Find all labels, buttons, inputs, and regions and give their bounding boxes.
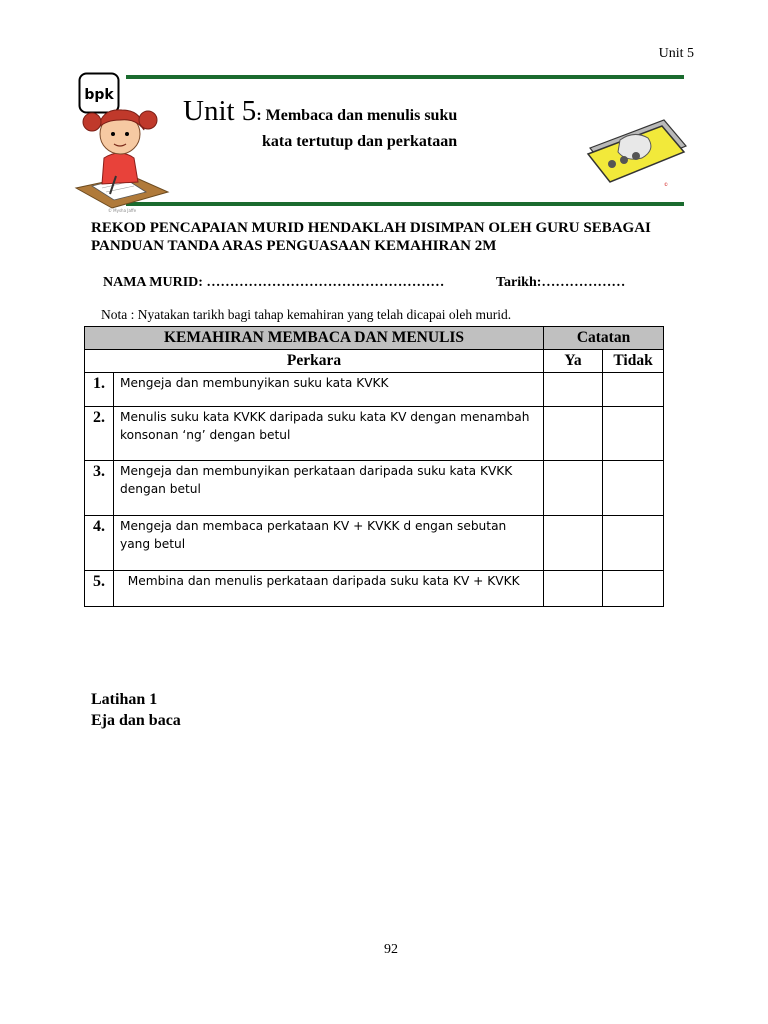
row-number: 2. (85, 407, 114, 461)
bpk-logo-text: bpk (84, 87, 114, 103)
row-text: Mengeja dan membunyikan suku kata KVKK (114, 373, 544, 407)
header-ya: Ya (544, 350, 603, 373)
table-row (85, 461, 664, 516)
header-perkara: Perkara (85, 350, 544, 373)
skills-table (84, 326, 664, 607)
table-row (85, 373, 664, 407)
ya-cell[interactable] (544, 461, 603, 516)
page-number: 92 (384, 942, 398, 957)
ya-cell[interactable] (544, 571, 603, 607)
table-row (85, 516, 664, 571)
header-tidak: Tidak (603, 350, 664, 373)
unit-title-number: Unit 5 (183, 95, 257, 127)
tidak-cell[interactable] (603, 407, 664, 461)
tidak-cell[interactable] (603, 461, 664, 516)
girl-writing-illustration (72, 96, 172, 214)
header-skills: KEMAHIRAN MEMBACA DAN MENULIS (85, 327, 544, 350)
exercise-heading (91, 689, 181, 731)
ya-cell[interactable] (544, 516, 603, 571)
row-text: Membina dan menulis perkataan daripada suku kata KV + KVKK (114, 571, 544, 607)
row-number: 5. (85, 571, 114, 607)
svg-text:©: © (664, 182, 668, 187)
row-number: 3. (85, 461, 114, 516)
date-field[interactable]: Tarikh:……………… (496, 275, 626, 290)
record-instruction-line1: REKOD PENCAPAIAN MURID HENDAKLAH DISIMPAN OLEH GURU SEBAGAI (91, 220, 651, 236)
page-unit-label: Unit 5 (658, 46, 694, 61)
unit-title-text: : Membaca dan menulis suku (256, 107, 458, 124)
record-instruction-line2: PANDUAN TANDA ARAS PENGUASAAN KEMAHIRAN 2M (91, 238, 497, 254)
row-number: 4. (85, 516, 114, 571)
exercise-title: Latihan 1 (91, 691, 158, 708)
svg-text:© Mysha Jaffe: © Mysha Jaffe (107, 208, 137, 213)
header-rule-top (126, 75, 684, 79)
exercise-subtitle: Eja dan baca (91, 712, 181, 729)
tidak-cell[interactable] (603, 516, 664, 571)
tidak-cell[interactable] (603, 373, 664, 407)
unit-title-line2: kata tertutup dan perkataan (262, 133, 458, 150)
row-text: Mengeja dan membunyikan perkataan daripada suku kata KVKK dengan betul (114, 461, 544, 516)
record-instruction (91, 219, 691, 255)
tidak-cell[interactable] (603, 571, 664, 607)
student-name-field[interactable]: NAMA MURID: …………………………………………… (103, 275, 445, 290)
header-catatan: Catatan (544, 327, 664, 350)
ya-cell[interactable] (544, 373, 603, 407)
row-text: Menulis suku kata KVKK daripada suku kata KV dengan menambah konsonan ‘ng’ dengan betul (114, 407, 544, 461)
ya-cell[interactable] (544, 407, 603, 461)
binder-illustration (582, 110, 690, 190)
table-row (85, 571, 664, 607)
note-text: Nota : Nyatakan tarikh bagi tahap kemahiran yang telah dicapai oleh murid. (101, 307, 512, 322)
header-rule-bottom (126, 202, 684, 206)
row-number: 1. (85, 373, 114, 407)
table-row (85, 407, 664, 461)
row-text: Mengeja dan membaca perkataan KV + KVKK d engan sebutan yang betul (114, 516, 544, 571)
unit-title (183, 95, 457, 128)
